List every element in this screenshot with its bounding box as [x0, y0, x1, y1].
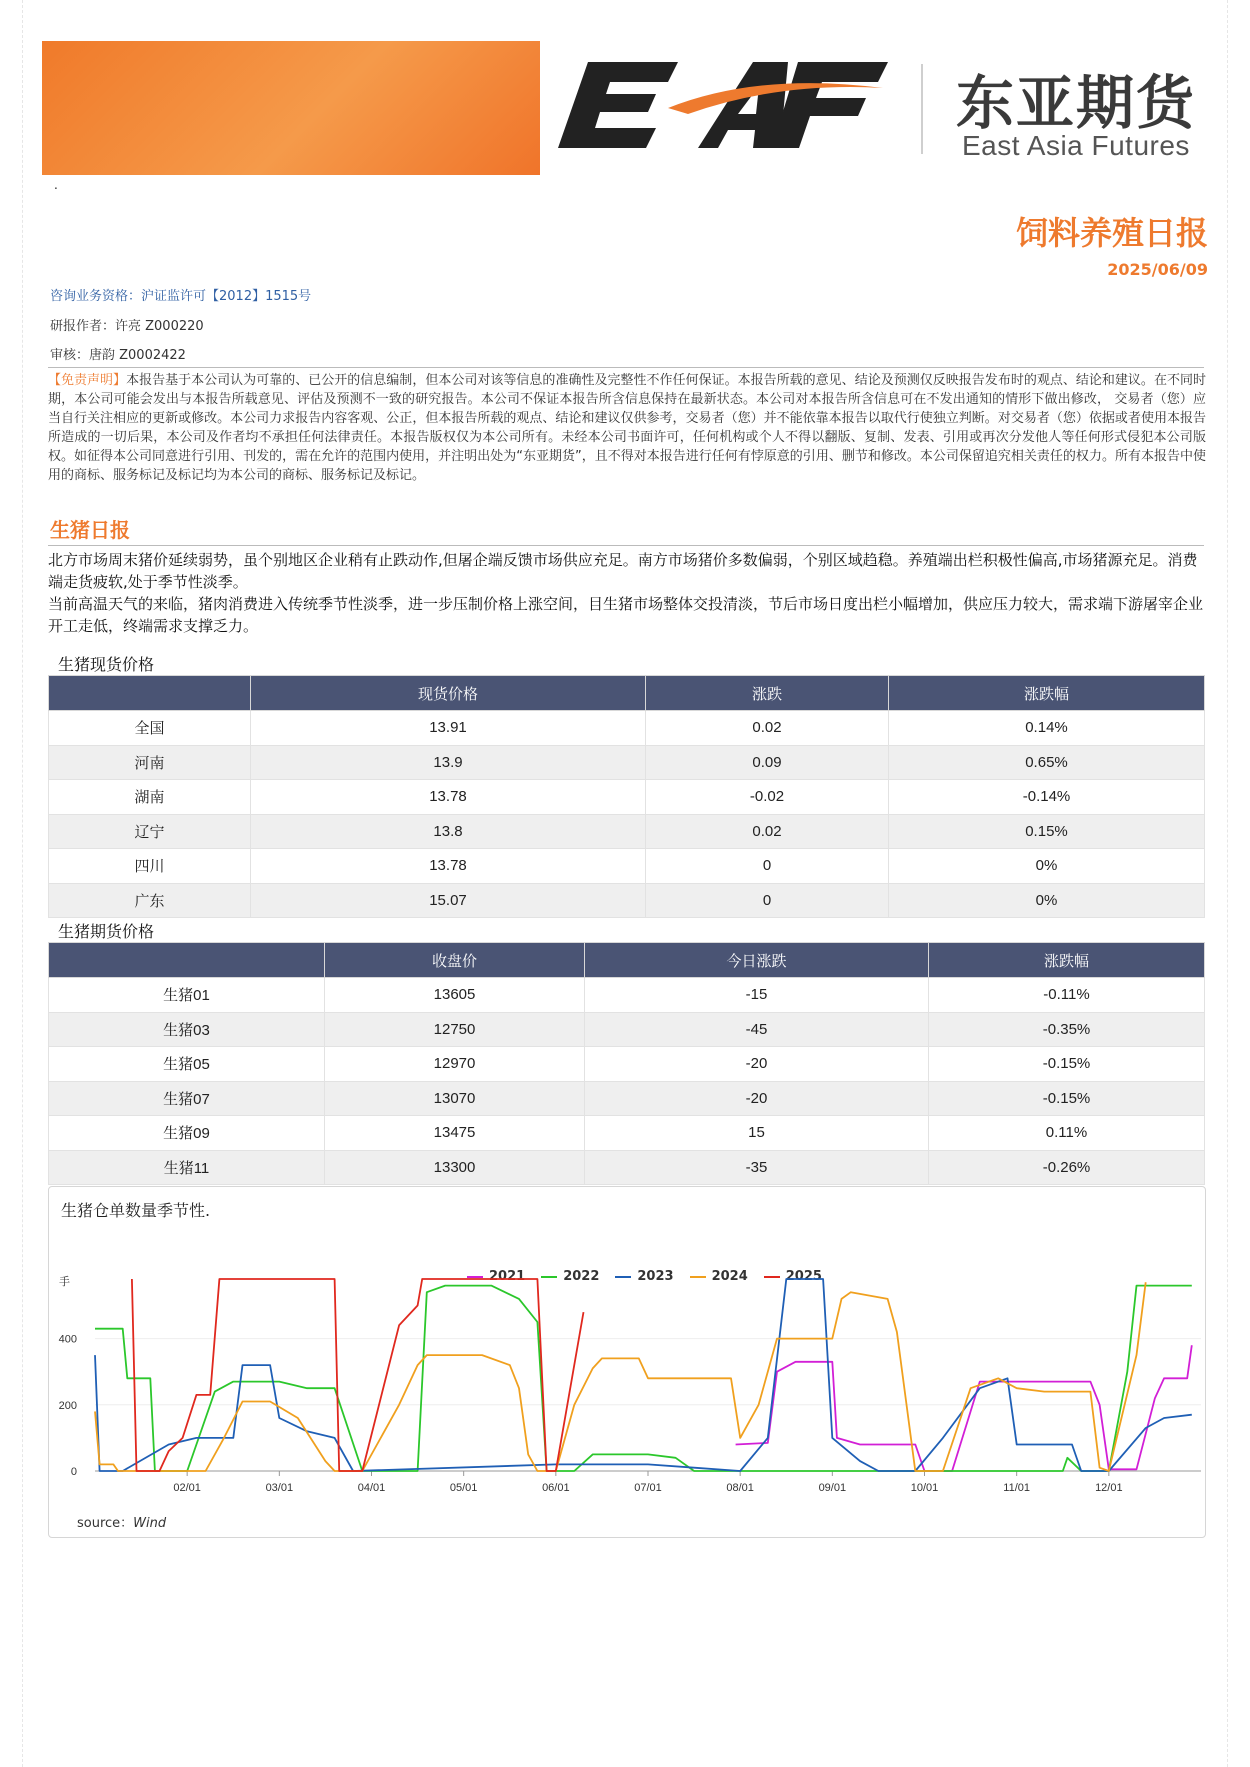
y-tick-label: 400: [58, 1333, 77, 1346]
value-cell: 13.8: [251, 814, 646, 849]
value-cell: 13070: [325, 1081, 585, 1116]
chart-source-name: Wind: [133, 1516, 167, 1531]
value-cell: -0.15%: [929, 1047, 1205, 1082]
value-cell: 13.78: [251, 780, 646, 815]
row-label-cell: 生猪07: [49, 1081, 325, 1116]
table-row: [49, 1150, 1205, 1185]
value-cell: 13.78: [251, 849, 646, 884]
table-row: [49, 711, 1205, 746]
table-header: [49, 943, 325, 978]
row-label-cell: 辽宁: [49, 814, 251, 849]
value-cell: 12750: [325, 1012, 585, 1047]
x-tick-label: 06/01: [542, 1482, 570, 1494]
spot-price-table: [48, 675, 1205, 918]
x-tick-label: 11/01: [1003, 1482, 1031, 1494]
value-cell: -0.02: [646, 780, 889, 815]
series-line-2022: [95, 1286, 1192, 1471]
value-cell: 13605: [325, 978, 585, 1013]
legend-label: 2025: [785, 1269, 822, 1284]
qualification-text: 咨询业务资格：沪证监许可【2012】1515号: [50, 289, 312, 304]
x-tick-label: 03/01: [265, 1482, 294, 1494]
table-row: [49, 1047, 1205, 1082]
x-tick-label: 12/01: [1095, 1482, 1123, 1494]
row-label-cell: 生猪05: [49, 1047, 325, 1082]
value-cell: 0: [646, 849, 889, 884]
legend-label: 2021: [489, 1269, 526, 1284]
value-cell: 0.02: [646, 814, 889, 849]
value-cell: -0.14%: [889, 780, 1205, 815]
row-label-cell: 生猪09: [49, 1116, 325, 1151]
value-cell: -0.35%: [929, 1012, 1205, 1047]
eaf-logo-icon: [548, 52, 948, 164]
table-header: [49, 676, 251, 711]
value-cell: -45: [585, 1012, 929, 1047]
value-cell: 13.91: [251, 711, 646, 746]
table-row: [49, 883, 1205, 918]
outlook-paragraph: 当前高温天气的来临，猪肉消费进入传统季节性淡季，进一步压制价格上涨空间，目生猪市场整体交投清淡，节后市场日度出栏小幅增加，供应压力较大，需求端下游屠宰企业开工走低，终端需求支撑乏力。: [48, 595, 1204, 635]
value-cell: -15: [585, 978, 929, 1013]
chart-plot: [49, 1187, 1205, 1537]
value-cell: -0.11%: [929, 978, 1205, 1013]
value-cell: 0.14%: [889, 711, 1205, 746]
x-tick-label: 08/01: [726, 1482, 754, 1494]
row-label-cell: 河南: [49, 745, 251, 780]
value-cell: 13.9: [251, 745, 646, 780]
table-header: 涨跌幅: [929, 943, 1205, 978]
value-cell: 0.02: [646, 711, 889, 746]
y-tick-label: 200: [58, 1399, 77, 1412]
row-label-cell: 生猪01: [49, 978, 325, 1013]
table-header: 涨跌幅: [889, 676, 1205, 711]
report-title: 饲料养殖日报: [1015, 214, 1208, 252]
table-header: 收盘价: [325, 943, 585, 978]
value-cell: -20: [585, 1081, 929, 1116]
table-row: [49, 1012, 1205, 1047]
futures-table-caption: 生猪期货价格: [58, 922, 155, 941]
spot-table-caption: 生猪现货价格: [58, 655, 155, 674]
row-label-cell: 生猪03: [49, 1012, 325, 1047]
value-cell: -0.26%: [929, 1150, 1205, 1185]
legend-label: 2022: [563, 1269, 600, 1284]
y-axis-unit: 手: [59, 1275, 70, 1288]
market-paragraph: 北方市场周末猪价延续弱势，虽个别地区企业稍有止跌动作,但屠企端反馈市场供应充足。南方市场猪价多数偏弱，个别区域趋稳。养殖端出栏积极性偏高,市场猪源充足。消费端走货疲软,处于季节性淡季。: [48, 551, 1198, 591]
table-row: [49, 814, 1205, 849]
value-cell: 15.07: [251, 883, 646, 918]
author-text: 研报作者：许亮 Z000220: [50, 319, 204, 334]
table-header: 涨跌: [646, 676, 889, 711]
x-tick-label: 09/01: [818, 1482, 847, 1494]
row-label-cell: 广东: [49, 883, 251, 918]
chart-source-label: source：: [77, 1516, 134, 1531]
logo-separator: [921, 64, 923, 154]
divider: [48, 367, 1204, 368]
value-cell: 12970: [325, 1047, 585, 1082]
y-tick-label: 0: [70, 1466, 77, 1478]
disclaimer-tag: 【免责声明】: [48, 373, 127, 388]
table-row: [49, 780, 1205, 815]
table-row: [49, 1081, 1205, 1116]
disclaimer: [48, 371, 1206, 485]
page-dot: .: [54, 178, 58, 192]
table-header: 现货价格: [251, 676, 646, 711]
report-date: 2025/06/09: [1107, 260, 1208, 279]
chart-title: 生猪仓单数量季节性.: [61, 1201, 211, 1220]
legend-label: 2023: [637, 1269, 674, 1284]
value-cell: 0.15%: [889, 814, 1205, 849]
table-row: [49, 1116, 1205, 1151]
x-tick-label: 02/01: [173, 1482, 201, 1494]
disclaimer-text: 本报告基于本公司认为可靠的、已公开的信息编制，但本公司对该等信息的准确性及完整性不作任何保证。本报告所载的意见、结论及预测仅反映报告发布时的观点、结论和建议。在不同时期，本公司可能会发出与本报告所载意见、评估及预测不一致的研究报告。本公司不保证本报告所含信息保持在最新状态。本公司对本报告所含信息可在不发出通知的情形下做出修改， 交易者（您）应当自行关注相应的更新或修改。本公司力求报告内容客观、公正，但本报告所载的观点、结论和建议仅供参考，交易者（您）并不能依靠本报告以取代行使独立判断。对交易者（您）依据或者使用本报告所造成的一切后果，本公司及作者均不承担任何法律责任。本报告版权仅为本公司所有。未经本公司书面许可，任何机构或个人不得以翻版、复制、发表、引用或再次分发他人等任何形式侵犯本公司版权。如征得本公司同意进行引用、刊发的，需在允许的范围内使用，并注明出处为“东亚期货”，且不得对本报告进行任何有悖原意的引用、删节和修改。本公司保留追究相关责任的权力。所有本报告中使用的商标、服务标记及标记均为本公司的商标、服务标记及标记。: [48, 373, 1206, 483]
chart-source: [77, 1512, 166, 1531]
series-line-2024: [95, 1282, 1146, 1471]
row-label-cell: 湖南: [49, 780, 251, 815]
company-name-en: East Asia Futures: [962, 130, 1190, 161]
legend-label: 2024: [711, 1269, 748, 1284]
section-title: 生猪日报: [50, 518, 130, 542]
series-line-2023: [95, 1279, 1192, 1471]
x-tick-label: 07/01: [634, 1482, 662, 1494]
value-cell: 0: [646, 883, 889, 918]
table-row: [49, 978, 1205, 1013]
warehouse-receipt-chart: [48, 1186, 1206, 1538]
value-cell: -0.15%: [929, 1081, 1205, 1116]
row-label-cell: 生猪11: [49, 1150, 325, 1185]
value-cell: 0%: [889, 883, 1205, 918]
x-tick-label: 04/01: [357, 1482, 386, 1494]
table-row: [49, 745, 1205, 780]
table-row: [49, 849, 1205, 884]
x-tick-label: 10/01: [910, 1482, 939, 1494]
header-banner: [42, 41, 540, 175]
value-cell: 15: [585, 1116, 929, 1151]
value-cell: -35: [585, 1150, 929, 1185]
value-cell: 0.65%: [889, 745, 1205, 780]
value-cell: 0.09: [646, 745, 889, 780]
series-line-2025: [132, 1279, 584, 1471]
row-label-cell: 全国: [49, 711, 251, 746]
reviewer-text: 审核：唐韵 Z0002422: [50, 348, 186, 363]
value-cell: 13475: [325, 1116, 585, 1151]
company-name-cn: 东亚期货: [956, 69, 1197, 137]
row-label-cell: 四川: [49, 849, 251, 884]
value-cell: 0%: [889, 849, 1205, 884]
value-cell: -20: [585, 1047, 929, 1082]
value-cell: 13300: [325, 1150, 585, 1185]
table-header: 今日涨跌: [585, 943, 929, 978]
divider: [48, 545, 1204, 546]
x-tick-label: 05/01: [449, 1482, 478, 1494]
futures-price-table: [48, 942, 1205, 1185]
value-cell: 0.11%: [929, 1116, 1205, 1151]
